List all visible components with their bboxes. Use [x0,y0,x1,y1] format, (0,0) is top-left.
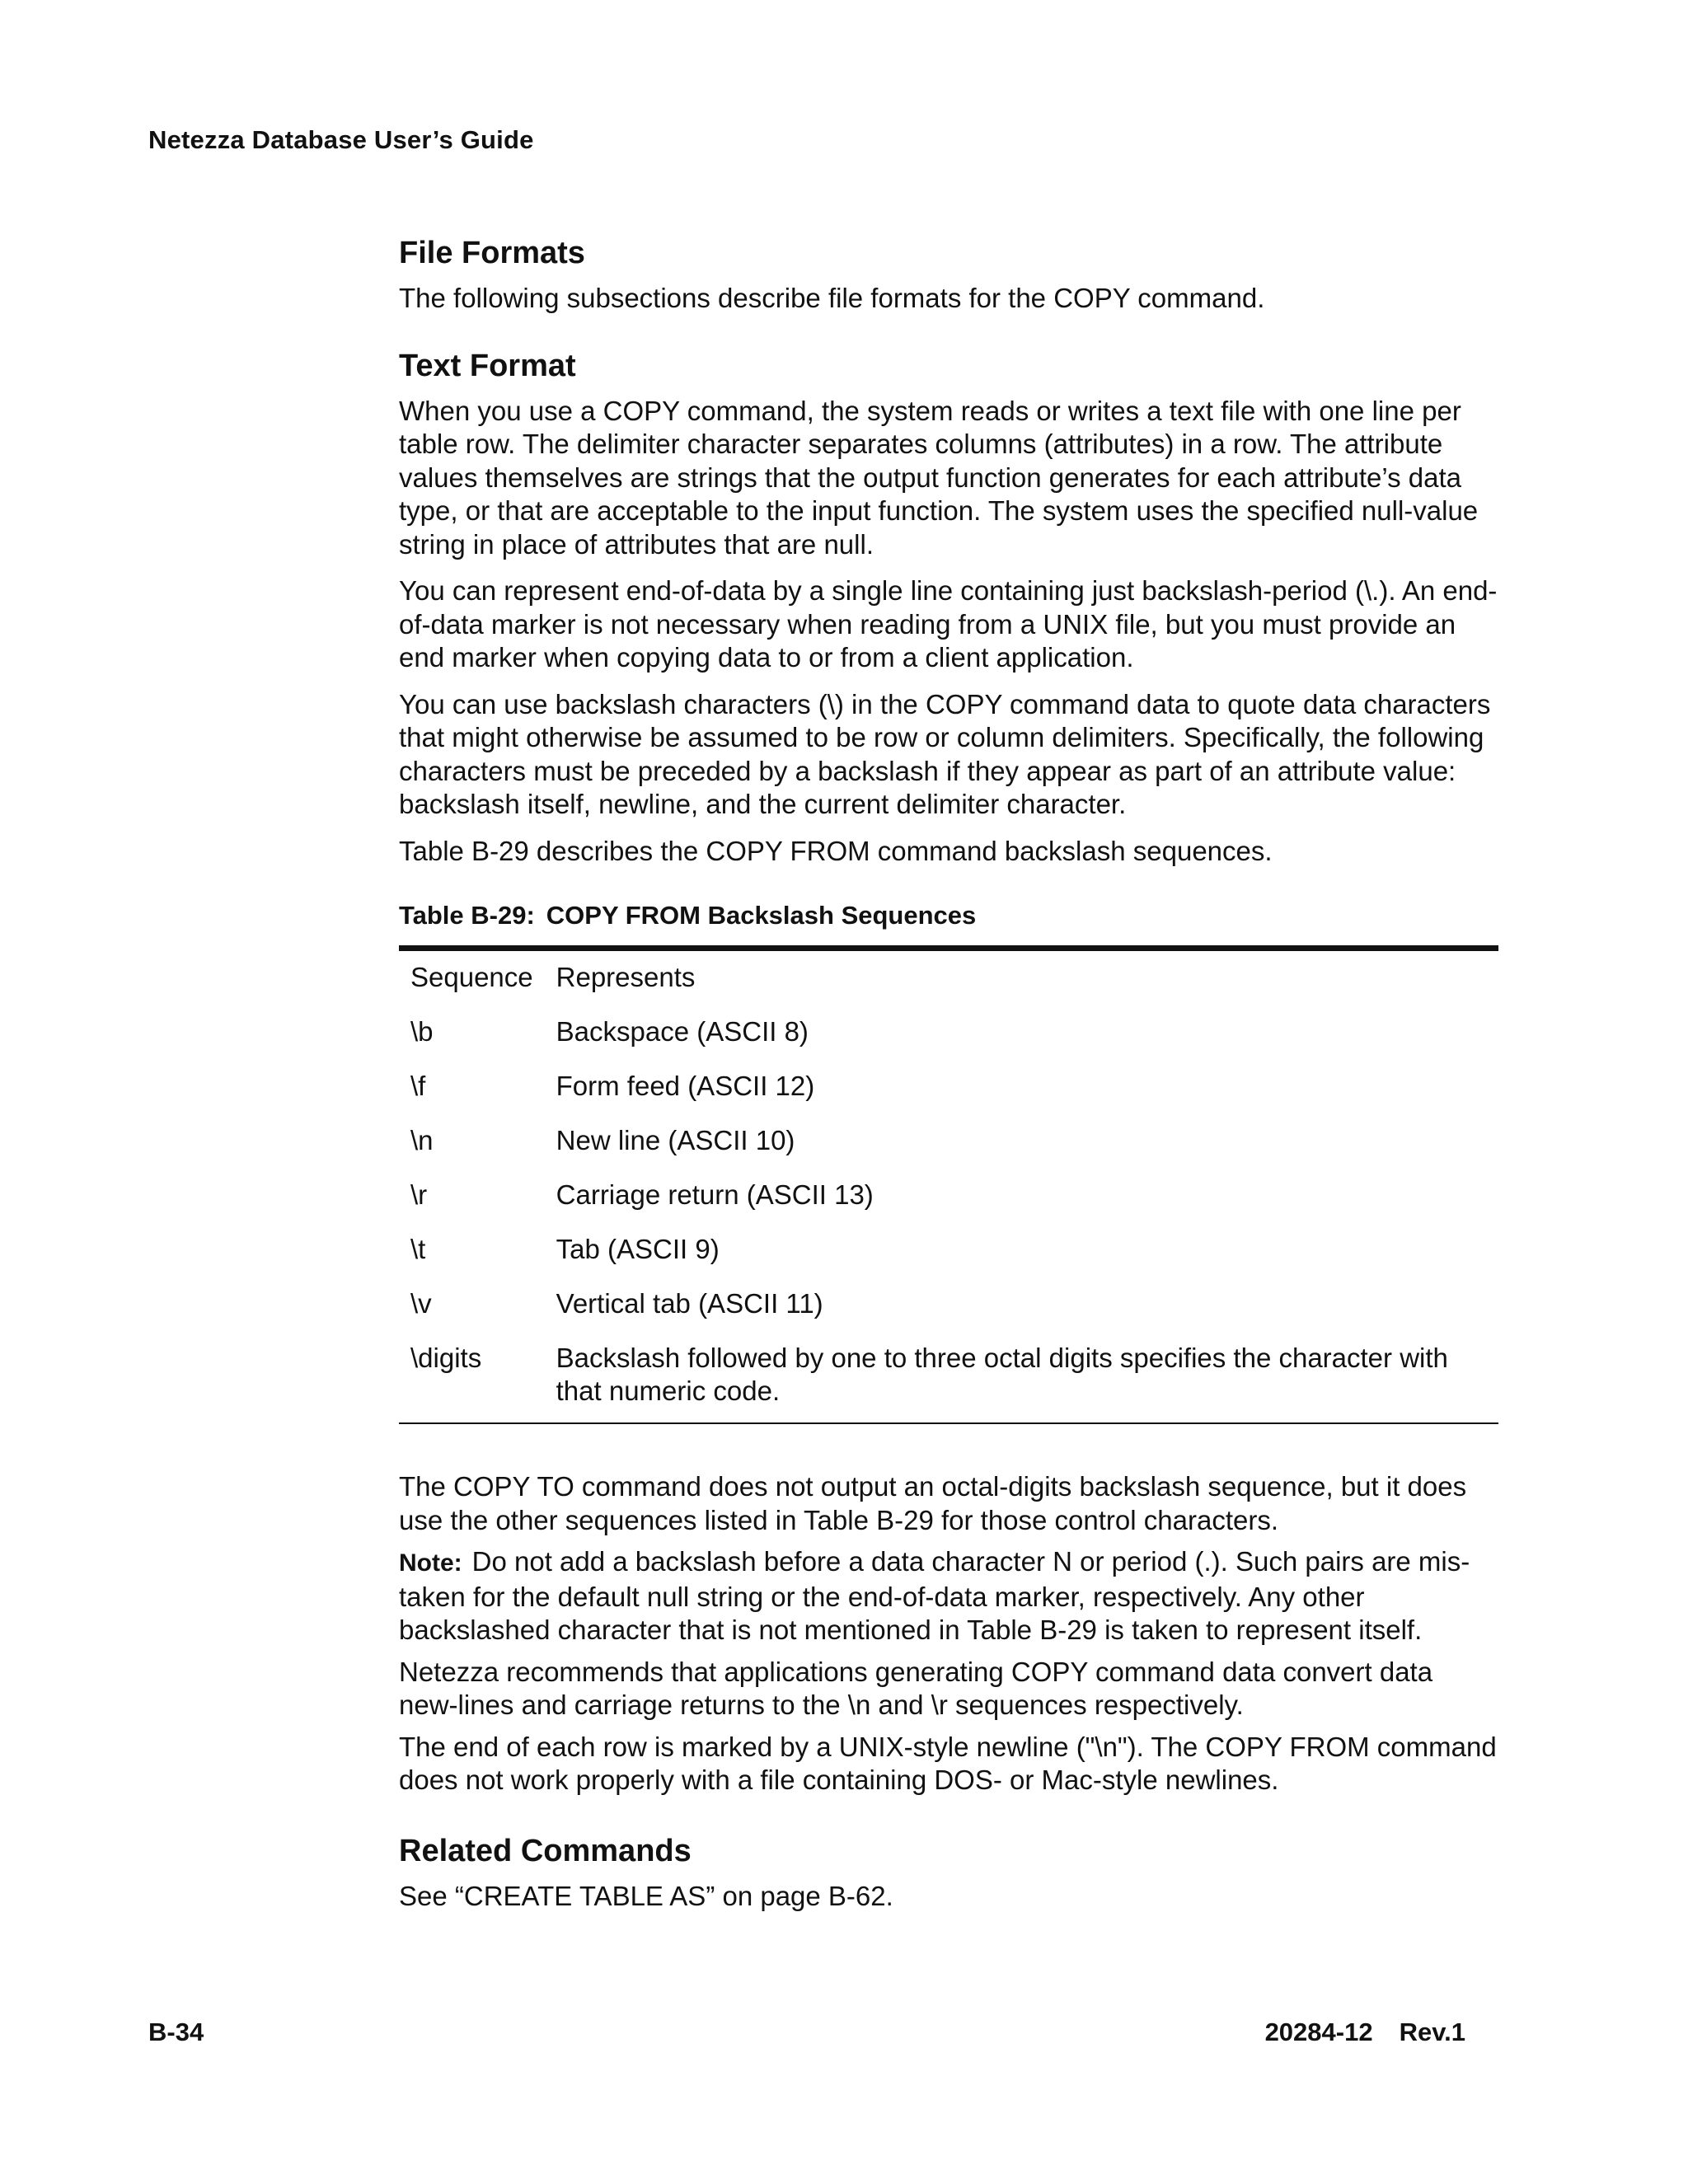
table-header-row [399,949,1498,1006]
table-caption-title: COPY FROM Backslash Sequences [546,901,977,930]
text-format-paragraph: You can use backslash characters (\) in the COPY command data to quote data characters that might otherwise be assumed to be row or column delimiters. Specifically, the following characters must be preceded by a backslash if they appear as part of an attribute value: backslash itself, newline, and the current delimiter character. [399,688,1491,819]
file-formats-intro: The following subsections describe file formats for the COPY command. [399,283,1265,313]
column-header-represents: Represents [556,962,696,992]
represents-cell: Form feed (ASCII 12) [556,1071,815,1101]
text-format-paragraph: When you use a COPY command, the system reads or writes a text file with one line per table row. The delimiter character separates columns (attributes) in a row. The attribute values themselves are strings that the output function generates for each attribute’s data type, or that are acceptable to the input function. The system uses the specified null-value string in place of attributes that are null. [399,395,1479,560]
table-caption [399,899,1498,932]
table-row [399,1060,1498,1114]
table-row [399,1223,1498,1277]
sequence-cell: \t [410,1234,426,1264]
represents-cell: Carriage return (ASCII 13) [556,1179,874,1210]
represents-cell: Backslash followed by one to three octal digits specifies the character with that numeric code. [556,1343,1448,1406]
note-label: Note: [399,1549,462,1577]
copy-to-paragraph: The COPY TO command does not output an octal-digits backslash sequence, but it does use the other sequences listed in Table B-29 for those control characters. [399,1471,1467,1535]
revision: Rev.1 [1399,2018,1465,2046]
note-paragraph [399,1545,1498,1647]
text-format-paragraph: Table B-29 describes the COPY FROM command backslash sequences. [399,835,1273,866]
sequence-cell: \b [410,1016,434,1047]
sequence-cell: \f [410,1071,426,1101]
table-row [399,1332,1498,1423]
note-text: Do not add a backslash before a data character N or period (.). Such pairs are mis-taken for the default null string or the end-of-data marker, respectively. Any other backslashed character that is not mentioned in Table B-29 is taken to represent itself. [399,1546,1470,1645]
table-row [399,1169,1498,1223]
table-caption-number: Table B-29: [399,901,535,930]
text-format-paragraph: You can represent end-of-data by a single line containing just backslash-period (\.). An end-of-data marker is not necessary when reading from a UNIX file, but you must provide an end marker when copying data to or from a client application. [399,575,1498,673]
represents-cell: Vertical tab (ASCII 11) [556,1288,823,1319]
related-commands-text: See “CREATE TABLE AS” on page B-62. [399,1880,893,1911]
sequence-cell: \v [410,1288,432,1319]
represents-cell: New line (ASCII 10) [556,1125,795,1155]
represents-cell: Backspace (ASCII 8) [556,1016,809,1047]
document-identifier [1265,2018,1465,2047]
page-number: B-34 [148,2018,204,2046]
backslash-sequences-table [399,945,1498,1424]
column-header-sequence: Sequence [410,962,533,992]
newline-paragraph: The end of each row is marked by a UNIX-style newline ("\n"). The COPY FROM command does not work properly with a file containing DOS- or Mac-style newlines. [399,1731,1497,1795]
represents-cell: Tab (ASCII 9) [556,1234,720,1264]
sequence-cell: \r [410,1179,428,1210]
running-header: Netezza Database User’s Guide [148,125,534,154]
table-row [399,1114,1498,1169]
table-row [399,1005,1498,1060]
document-number: 20284-12 [1264,2018,1373,2046]
recommendation-paragraph: Netezza recommends that applications generating COPY command data convert data new-lines and carriage returns to the \n and \r sequences respectively. [399,1656,1433,1720]
related-commands-heading: Related Commands [399,1833,692,1868]
text-format-heading: Text Format [399,348,576,383]
table-row [399,1277,1498,1332]
sequence-cell: \n [410,1125,434,1155]
file-formats-heading: File Formats [399,236,585,270]
page-content [399,231,1498,1913]
sequence-cell: \digits [410,1343,482,1373]
